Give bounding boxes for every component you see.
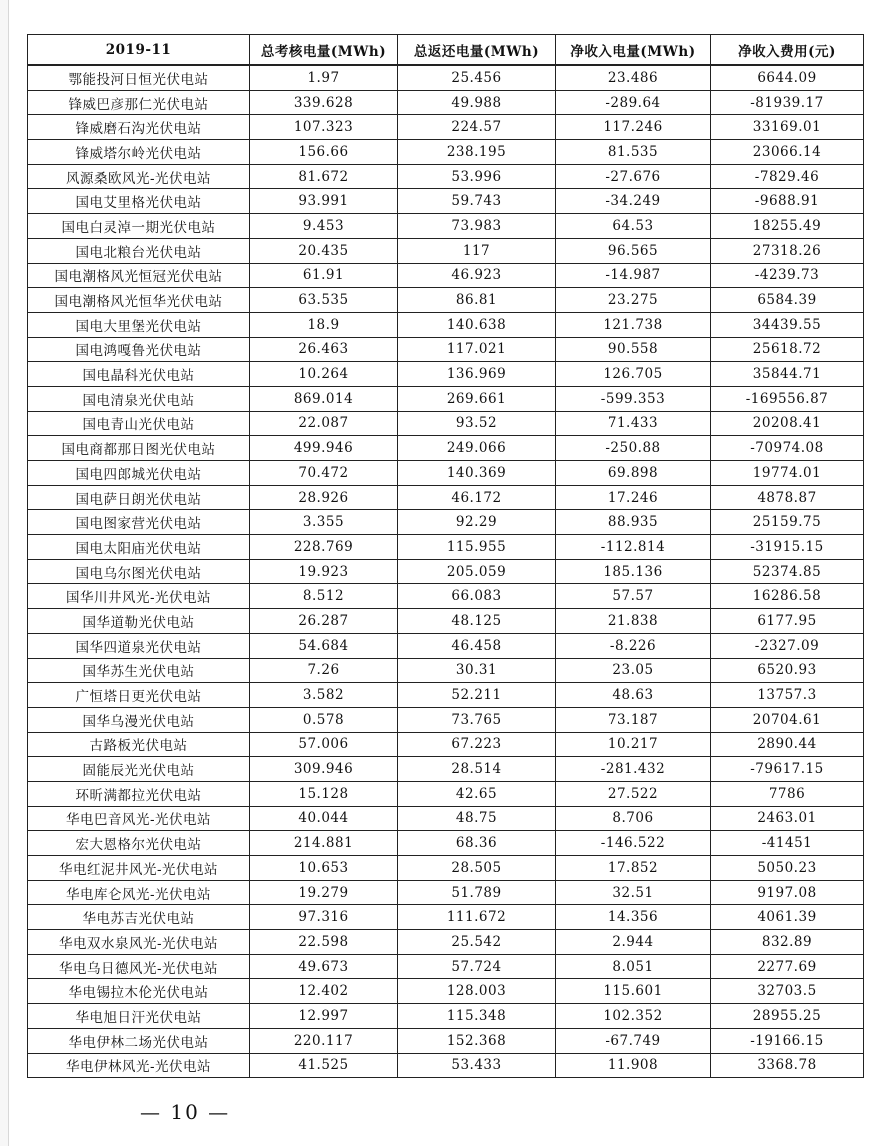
station-name-cell: 华电伊林风光-光伏电站 [28,1053,250,1078]
total-assessed-cell: 49.673 [250,954,398,979]
station-name-cell: 广恒塔日更光伏电站 [28,683,250,708]
total-assessed-cell: 41.525 [250,1053,398,1078]
net-energy-cell: 11.908 [556,1053,711,1078]
net-fee-cell: -79617.15 [711,757,864,782]
station-name-cell: 华电锡拉木伦光伏电站 [28,979,250,1004]
total-returned-cell: 28.514 [398,757,556,782]
station-name-cell: 国华四道泉光伏电站 [28,633,250,658]
net-fee-cell: 20704.61 [711,707,864,732]
total-assessed-cell: 28.926 [250,485,398,510]
total-assessed-cell: 22.087 [250,411,398,436]
net-energy-cell: 73.187 [556,707,711,732]
total-returned-cell: 46.923 [398,263,556,288]
table-row [28,164,864,189]
table-body [28,65,864,1078]
total-returned-cell: 269.661 [398,386,556,411]
net-fee-cell: 32703.5 [711,979,864,1004]
net-energy-cell: 69.898 [556,461,711,486]
station-name-cell: 国电图家营光伏电站 [28,510,250,535]
station-name-cell: 锋威磨石沟光伏电站 [28,115,250,140]
table-row [28,1028,864,1053]
net-energy-cell: 48.63 [556,683,711,708]
station-name-cell: 风源桑欧风光-光伏电站 [28,164,250,189]
net-fee-cell: 20208.41 [711,411,864,436]
table-row [28,1004,864,1029]
station-name-cell: 华电库仑风光-光伏电站 [28,880,250,905]
total-assessed-cell: 9.453 [250,214,398,239]
total-returned-cell: 67.223 [398,732,556,757]
station-name-cell: 国电白灵淖一期光伏电站 [28,214,250,239]
net-energy-cell: -14.987 [556,263,711,288]
table-row [28,609,864,634]
net-energy-cell: 90.558 [556,337,711,362]
total-assessed-cell: 8.512 [250,584,398,609]
net-fee-cell: 2277.69 [711,954,864,979]
total-returned-cell: 48.75 [398,806,556,831]
station-name-cell: 国电北粮台光伏电站 [28,238,250,263]
total-assessed-cell: 22.598 [250,930,398,955]
net-energy-cell: 8.051 [556,954,711,979]
total-assessed-cell: 15.128 [250,781,398,806]
table-row [28,1053,864,1078]
page-edge [0,0,9,1146]
total-assessed-cell: 40.044 [250,806,398,831]
net-energy-cell: 81.535 [556,140,711,165]
total-assessed-cell: 26.463 [250,337,398,362]
table-row [28,214,864,239]
table-row [28,880,864,905]
net-fee-cell: 27318.26 [711,238,864,263]
net-fee-cell: 13757.3 [711,683,864,708]
table-row [28,263,864,288]
total-assessed-cell: 869.014 [250,386,398,411]
net-fee-cell: 19774.01 [711,461,864,486]
total-returned-cell: 57.724 [398,954,556,979]
table-row [28,559,864,584]
station-name-cell: 国华苏生光伏电站 [28,658,250,683]
total-assessed-cell: 93.991 [250,189,398,214]
total-returned-cell: 51.789 [398,880,556,905]
total-assessed-cell: 26.287 [250,609,398,634]
table-row [28,288,864,313]
total-returned-cell: 128.003 [398,979,556,1004]
total-assessed-cell: 3.355 [250,510,398,535]
total-assessed-cell: 54.684 [250,633,398,658]
net-energy-cell: 185.136 [556,559,711,584]
station-name-cell: 华电乌日德风光-光伏电站 [28,954,250,979]
net-energy-cell: -599.353 [556,386,711,411]
net-energy-cell: 96.565 [556,238,711,263]
total-returned-cell: 152.368 [398,1028,556,1053]
net-energy-cell: 21.838 [556,609,711,634]
total-returned-cell: 115.955 [398,535,556,560]
total-returned-cell: 46.172 [398,485,556,510]
table-row [28,115,864,140]
station-name-cell: 国电晶科光伏电站 [28,362,250,387]
station-name-cell: 国电大里堡光伏电站 [28,312,250,337]
net-energy-cell: 117.246 [556,115,711,140]
net-energy-cell: 27.522 [556,781,711,806]
table-row [28,683,864,708]
total-returned-cell: 66.083 [398,584,556,609]
station-name-cell: 国电四郎城光伏电站 [28,461,250,486]
table-row [28,584,864,609]
net-energy-cell: 64.53 [556,214,711,239]
station-name-cell: 国电萨日朗光伏电站 [28,485,250,510]
net-fee-cell: 2463.01 [711,806,864,831]
total-returned-cell: 46.458 [398,633,556,658]
total-assessed-cell: 10.264 [250,362,398,387]
header-net-fee: 净收入费用(元) [711,35,864,66]
total-assessed-cell: 12.997 [250,1004,398,1029]
net-energy-cell: -289.64 [556,90,711,115]
header-total-returned: 总返还电量(MWh) [398,35,556,66]
total-assessed-cell: 220.117 [250,1028,398,1053]
total-returned-cell: 238.195 [398,140,556,165]
net-fee-cell: 33169.01 [711,115,864,140]
total-returned-cell: 73.765 [398,707,556,732]
total-returned-cell: 42.65 [398,781,556,806]
net-energy-cell: 88.935 [556,510,711,535]
total-returned-cell: 115.348 [398,1004,556,1029]
total-assessed-cell: 3.582 [250,683,398,708]
total-returned-cell: 249.066 [398,436,556,461]
station-name-cell: 古路板光伏电站 [28,732,250,757]
total-returned-cell: 73.983 [398,214,556,239]
table-row [28,806,864,831]
station-name-cell: 环昕满都拉光伏电站 [28,781,250,806]
net-fee-cell: 25159.75 [711,510,864,535]
station-name-cell: 华电苏吉光伏电站 [28,905,250,930]
table-row [28,856,864,881]
total-returned-cell: 86.81 [398,288,556,313]
table-row [28,633,864,658]
station-name-cell: 宏大恩格尔光伏电站 [28,831,250,856]
table-row [28,954,864,979]
total-assessed-cell: 228.769 [250,535,398,560]
net-energy-cell: -27.676 [556,164,711,189]
net-energy-cell: 23.275 [556,288,711,313]
total-assessed-cell: 57.006 [250,732,398,757]
net-energy-cell: 17.852 [556,856,711,881]
table-row [28,140,864,165]
net-fee-cell: -2327.09 [711,633,864,658]
total-assessed-cell: 309.946 [250,757,398,782]
station-name-cell: 国电乌尔图光伏电站 [28,559,250,584]
station-name-cell: 固能辰光光伏电站 [28,757,250,782]
net-fee-cell: -31915.15 [711,535,864,560]
total-assessed-cell: 339.628 [250,90,398,115]
total-returned-cell: 111.672 [398,905,556,930]
total-returned-cell: 224.57 [398,115,556,140]
station-name-cell: 国电潮格风光恒华光伏电站 [28,288,250,313]
total-returned-cell: 53.433 [398,1053,556,1078]
station-name-cell: 国电清泉光伏电站 [28,386,250,411]
net-energy-cell: 57.57 [556,584,711,609]
net-energy-cell: -146.522 [556,831,711,856]
station-name-cell: 国电艾里格光伏电站 [28,189,250,214]
station-name-cell: 国华道勒光伏电站 [28,609,250,634]
total-assessed-cell: 19.279 [250,880,398,905]
net-fee-cell: -70974.08 [711,436,864,461]
net-energy-cell: -67.749 [556,1028,711,1053]
total-returned-cell: 52.211 [398,683,556,708]
total-returned-cell: 117 [398,238,556,263]
net-fee-cell: 16286.58 [711,584,864,609]
table-row [28,732,864,757]
total-returned-cell: 117.021 [398,337,556,362]
net-energy-cell: 10.217 [556,732,711,757]
net-energy-cell: 71.433 [556,411,711,436]
net-energy-cell: 14.356 [556,905,711,930]
net-fee-cell: -4239.73 [711,263,864,288]
table-row [28,189,864,214]
net-energy-cell: -112.814 [556,535,711,560]
header-net-energy: 净收入电量(MWh) [556,35,711,66]
total-assessed-cell: 214.881 [250,831,398,856]
net-energy-cell: -281.432 [556,757,711,782]
table-header-row [28,35,864,66]
total-assessed-cell: 97.316 [250,905,398,930]
page-number: — 10 — [140,1100,231,1124]
total-returned-cell: 140.369 [398,461,556,486]
table-row [28,831,864,856]
total-assessed-cell: 61.91 [250,263,398,288]
station-name-cell: 锋威巴彦那仁光伏电站 [28,90,250,115]
table-row [28,510,864,535]
net-energy-cell: 23.486 [556,65,711,90]
net-fee-cell: -19166.15 [711,1028,864,1053]
net-fee-cell: -41451 [711,831,864,856]
total-returned-cell: 28.505 [398,856,556,881]
table-row [28,979,864,1004]
net-fee-cell: 9197.08 [711,880,864,905]
total-returned-cell: 59.743 [398,189,556,214]
total-assessed-cell: 18.9 [250,312,398,337]
net-fee-cell: 6644.09 [711,65,864,90]
station-name-cell: 国电青山光伏电站 [28,411,250,436]
table-row [28,90,864,115]
net-fee-cell: 23066.14 [711,140,864,165]
settlement-table [27,34,864,1078]
station-name-cell: 国电太阳庙光伏电站 [28,535,250,560]
net-fee-cell: -169556.87 [711,386,864,411]
total-assessed-cell: 0.578 [250,707,398,732]
net-fee-cell: 7786 [711,781,864,806]
total-assessed-cell: 7.26 [250,658,398,683]
total-assessed-cell: 81.672 [250,164,398,189]
table-row [28,707,864,732]
net-energy-cell: 102.352 [556,1004,711,1029]
total-returned-cell: 53.996 [398,164,556,189]
station-name-cell: 华电伊林二场光伏电站 [28,1028,250,1053]
table-row [28,905,864,930]
total-returned-cell: 93.52 [398,411,556,436]
net-energy-cell: 8.706 [556,806,711,831]
station-name-cell: 华电旭日汗光伏电站 [28,1004,250,1029]
net-fee-cell: 832.89 [711,930,864,955]
total-assessed-cell: 19.923 [250,559,398,584]
station-name-cell: 国华乌漫光伏电站 [28,707,250,732]
station-name-cell: 华电巴音风光-光伏电站 [28,806,250,831]
table-row [28,65,864,90]
net-energy-cell: 126.705 [556,362,711,387]
table-row [28,411,864,436]
total-returned-cell: 49.988 [398,90,556,115]
total-assessed-cell: 499.946 [250,436,398,461]
net-fee-cell: -7829.46 [711,164,864,189]
net-fee-cell: 6584.39 [711,288,864,313]
table-row [28,461,864,486]
total-assessed-cell: 70.472 [250,461,398,486]
table-row [28,312,864,337]
station-name-cell: 华电红泥井风光-光伏电站 [28,856,250,881]
net-fee-cell: 6177.95 [711,609,864,634]
table-row [28,535,864,560]
net-energy-cell: -8.226 [556,633,711,658]
station-name-cell: 国电鸿嘎鲁光伏电站 [28,337,250,362]
total-returned-cell: 30.31 [398,658,556,683]
total-returned-cell: 140.638 [398,312,556,337]
station-name-cell: 国电商都那日图光伏电站 [28,436,250,461]
net-energy-cell: 121.738 [556,312,711,337]
total-returned-cell: 25.456 [398,65,556,90]
net-energy-cell: 17.246 [556,485,711,510]
total-returned-cell: 25.542 [398,930,556,955]
total-returned-cell: 48.125 [398,609,556,634]
table-row [28,386,864,411]
table-row [28,781,864,806]
total-assessed-cell: 107.323 [250,115,398,140]
total-returned-cell: 68.36 [398,831,556,856]
header-total-assessed: 总考核电量(MWh) [250,35,398,66]
total-assessed-cell: 10.653 [250,856,398,881]
station-name-cell: 鄂能投河日恒光伏电站 [28,65,250,90]
table-row [28,238,864,263]
total-assessed-cell: 12.402 [250,979,398,1004]
header-period: 2019-11 [28,35,250,66]
net-fee-cell: 18255.49 [711,214,864,239]
net-fee-cell: 6520.93 [711,658,864,683]
station-name-cell: 国电潮格风光恒冠光伏电站 [28,263,250,288]
total-assessed-cell: 156.66 [250,140,398,165]
station-name-cell: 锋威塔尔岭光伏电站 [28,140,250,165]
station-name-cell: 华电双水泉风光-光伏电站 [28,930,250,955]
net-fee-cell: 52374.85 [711,559,864,584]
total-assessed-cell: 63.535 [250,288,398,313]
net-fee-cell: 34439.55 [711,312,864,337]
net-fee-cell: 28955.25 [711,1004,864,1029]
net-energy-cell: -250.88 [556,436,711,461]
total-assessed-cell: 20.435 [250,238,398,263]
net-energy-cell: 23.05 [556,658,711,683]
total-returned-cell: 136.969 [398,362,556,387]
net-fee-cell: -81939.17 [711,90,864,115]
net-energy-cell: -34.249 [556,189,711,214]
net-energy-cell: 32.51 [556,880,711,905]
net-energy-cell: 2.944 [556,930,711,955]
total-assessed-cell: 1.97 [250,65,398,90]
total-returned-cell: 92.29 [398,510,556,535]
net-fee-cell: 3368.78 [711,1053,864,1078]
net-fee-cell: 5050.23 [711,856,864,881]
station-name-cell: 国华川井风光-光伏电站 [28,584,250,609]
net-energy-cell: 115.601 [556,979,711,1004]
net-fee-cell: 25618.72 [711,337,864,362]
net-fee-cell: -9688.91 [711,189,864,214]
net-fee-cell: 35844.71 [711,362,864,387]
net-fee-cell: 4061.39 [711,905,864,930]
table-row [28,658,864,683]
table-row [28,362,864,387]
total-returned-cell: 205.059 [398,559,556,584]
net-fee-cell: 2890.44 [711,732,864,757]
table-row [28,930,864,955]
table-row [28,485,864,510]
net-fee-cell: 4878.87 [711,485,864,510]
table-row [28,757,864,782]
table-row [28,436,864,461]
table-row [28,337,864,362]
